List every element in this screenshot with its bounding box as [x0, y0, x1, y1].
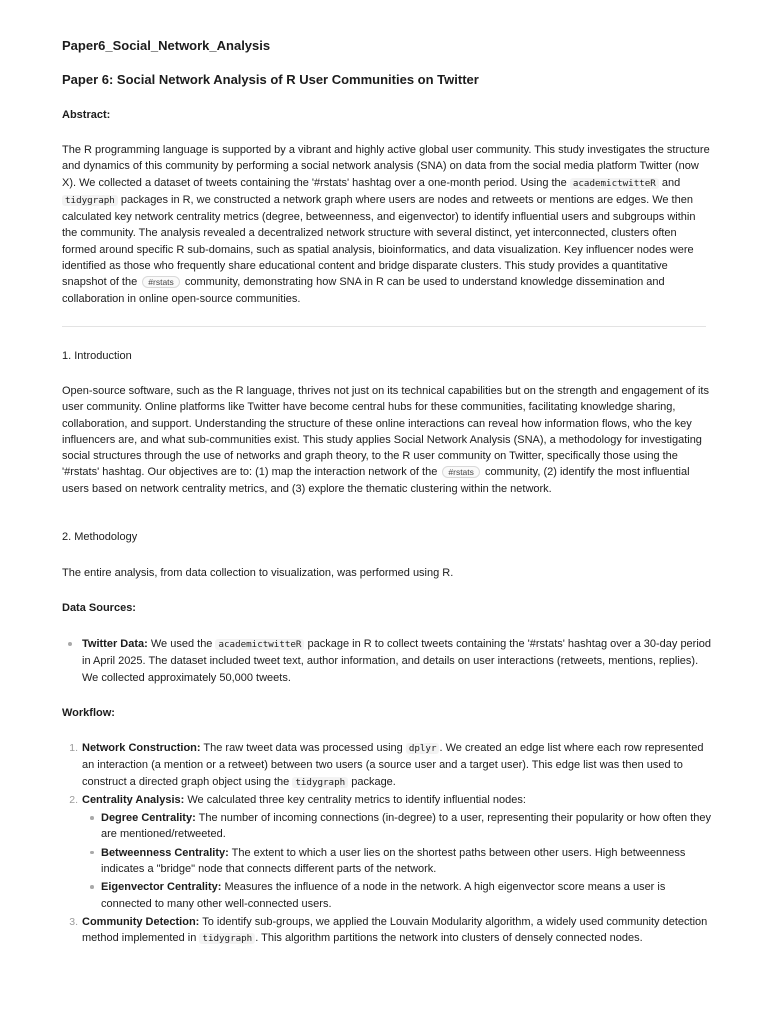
step-text: We calculated three key centrality metrics to identify influential nodes: — [184, 793, 526, 806]
inline-code: tidygraph — [62, 195, 118, 206]
hashtag-chip: #rstats — [442, 466, 480, 478]
inline-code: tidygraph — [199, 933, 255, 944]
paper-title: Paper 6: Social Network Analysis of R User Communities on Twitter — [62, 72, 479, 87]
step-number: 2. — [69, 793, 78, 806]
abstract-text: packages in R, we constructed a network graph where users are nodes and retweets or mentions are edges. We then calculated key network centrality metrics (degree, betweenness, and eigenvector) to identify influential users and subgroups within the community. The analysis revealed a decentralized network structure with several distinct, yet interconnected, clusters often formed around specific R sub-domains, such as spatial analysis, bioinformatics, and data visualization. Key influencer nodes were identified as those who frequently share educational content and bridge disparate clusters. This study provides a quantitative snapshot of the — [62, 193, 696, 289]
item-text: package in R to collect tweets containing the '#rstats' hashtag over a 30-day period in April 2025. The dataset included tweet text, author information, and details on user interactions (retweets, mentions, replies). We collected approximately 50,000 tweets. — [82, 638, 712, 684]
step-text: package. — [348, 775, 396, 788]
methodology-heading: 2. Methodology — [62, 531, 138, 543]
centrality-list — [82, 810, 712, 912]
centrality-item — [82, 810, 712, 843]
intro-text: Open-source software, such as the R language, thrives not just on its technical capabilities but on the strength and engagement of its user community. Online platforms like Twitter have become central hubs for these communities, facilitating knowledge sharing, collaboration, and support. Understanding the structure of these online interactions can reveal how information flows, who the key influencers are, and what sub-communities exist. This study applies Social Network Analysis (SNA), a methodology for investigating social structures through the use of networks and graph theory, to the R user community on Twitter, specifically those using the '#rstats' hashtag. Our objectives are to: (1) map the interaction network of the — [62, 385, 709, 479]
intro-text: community, (2) identify the most influential users based on network centrality metrics, and (3) explore the thematic clustering within the network. — [62, 466, 690, 495]
step-text: . We created an edge list where each row represented an interaction (a mention or a retweet) between two users (a source user and a target user). This edge list was then used to construct a directed graph object using the — [82, 742, 704, 788]
centrality-text: The extent to which a user lies on the shortest paths between other users. High betweenness indicates a "bridge" node that connects different parts of the network. — [101, 846, 686, 876]
workflow-step — [62, 914, 712, 948]
workflow-step — [62, 792, 712, 912]
abstract-text: community, demonstrating how SNA in R can be used to understand knowledge dissemination and collaboration in online open-source communities. — [62, 276, 665, 305]
introduction-paragraph — [62, 383, 712, 497]
step-label: Community Detection: — [82, 915, 200, 928]
step-number: 1. — [69, 742, 78, 754]
data-sources-list — [62, 636, 712, 686]
step-text: . This algorithm partitions the network into clusters of densely connected nodes. — [255, 932, 643, 945]
item-text: We used the — [147, 638, 216, 650]
abstract-label: Abstract: — [62, 109, 111, 121]
centrality-text: Measures the influence of a node in the network. A high eigenvector score means a user is connected to many other well-connected users. — [101, 881, 666, 910]
hashtag-chip: #rstats — [142, 276, 180, 288]
inline-code: tidygraph — [292, 777, 348, 788]
centrality-label: Betweenness Centrality: — [101, 846, 229, 859]
step-text: The raw tweet data was processed using — [200, 742, 406, 754]
centrality-item — [82, 845, 712, 878]
centrality-text: The number of incoming connections (in-degree) to a user, representing their popularity or how often they are mentioned/retweeted. — [101, 812, 712, 841]
inline-code: academictwitteR — [570, 178, 659, 189]
step-label: Centrality Analysis: — [82, 793, 185, 806]
list-item — [62, 636, 712, 686]
centrality-item — [82, 879, 712, 912]
methodology-intro: The entire analysis, from data collection to visualization, was performed using R. — [62, 567, 454, 579]
abstract-paragraph — [62, 142, 712, 307]
data-sources-label: Data Sources: — [62, 602, 136, 614]
workflow-step — [62, 740, 712, 791]
workflow-list — [62, 740, 712, 949]
centrality-label: Degree Centrality: — [101, 812, 196, 825]
inline-code: academictwitteR — [215, 639, 304, 650]
step-label: Network Construction: — [82, 742, 201, 754]
centrality-label: Eigenvector Centrality: — [101, 881, 222, 894]
abstract-text: and — [658, 176, 681, 189]
workflow-label: Workflow: — [62, 707, 115, 719]
document-title: Paper6_Social_Network_Analysis — [62, 38, 271, 53]
section-divider — [62, 326, 706, 327]
inline-code: dplyr — [406, 743, 440, 754]
abstract-text: The R programming language is supported by a vibrant and highly active global user community. This study investigates the structure and dynamics of this community by performing a social network analysis (SNA) on data from the social media platform Twitter (now X). We collected a dataset of tweets containing the '#rstats' hashtag over a one-month period. Using the — [62, 144, 710, 189]
step-text: To identify sub-groups, we applied the Louvain Modularity algorithm, a widely used community detection method implemented in — [82, 915, 708, 945]
introduction-heading: 1. Introduction — [62, 350, 132, 362]
step-number: 3. — [69, 915, 78, 928]
item-label: Twitter Data: — [82, 638, 148, 650]
